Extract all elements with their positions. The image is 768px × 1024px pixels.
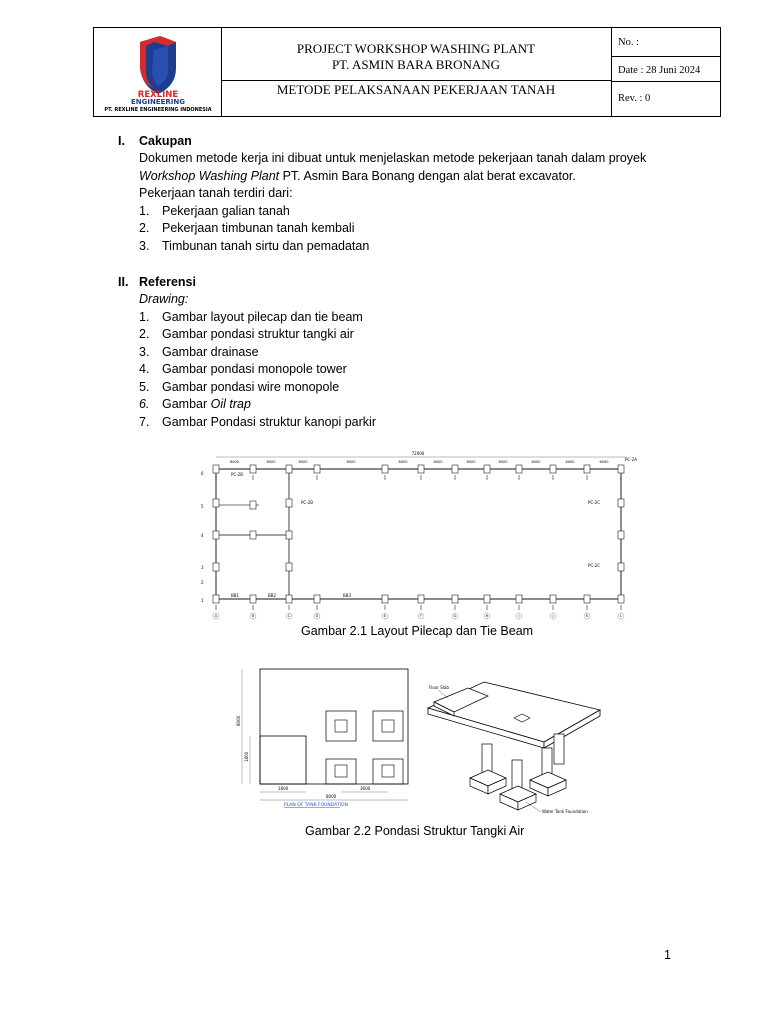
plan-dim-side: 8000 bbox=[236, 715, 241, 726]
pilecap bbox=[516, 595, 522, 603]
section-1-body bbox=[139, 150, 699, 255]
document-title: METODE PELAKSANAAN PEKERJAAN TANAH bbox=[276, 82, 556, 97]
grid-letter: C bbox=[287, 614, 291, 618]
pilecap-label: PC-2B bbox=[301, 500, 313, 505]
dimension-label: 6000 bbox=[230, 460, 239, 464]
pilecap-label: PC-2C bbox=[588, 563, 600, 568]
list-item: 4. Gambar pondasi monopole tower bbox=[139, 362, 347, 376]
pilecap bbox=[516, 465, 522, 473]
pilecap bbox=[584, 465, 590, 473]
project-line-2: PT. ASMIN BARA BRONANG bbox=[331, 57, 501, 72]
section-1-paragraph-3: Pekerjaan tanah terdiri dari: bbox=[139, 186, 293, 200]
dimension-label: 6000 bbox=[531, 460, 541, 464]
logo-text-rexline: REXLINE bbox=[137, 90, 179, 100]
drawing-subtitle: Drawing: bbox=[139, 292, 189, 306]
section-2-number: II. bbox=[118, 275, 129, 289]
project-name-italic: Workshop Washing Plant bbox=[139, 168, 280, 183]
rexline-logo-icon bbox=[94, 28, 221, 116]
grid-letter: B bbox=[251, 614, 255, 618]
iso-label-foundation: Water Tank Foundation bbox=[542, 809, 588, 814]
pilecap bbox=[484, 465, 490, 473]
dimension-label: 6000 bbox=[565, 460, 575, 464]
pilecap bbox=[618, 499, 624, 507]
beam-label: BB1 bbox=[231, 593, 240, 598]
pilecap bbox=[550, 465, 556, 473]
grid-letter: G bbox=[453, 614, 457, 618]
company-logo bbox=[94, 28, 222, 116]
grid-letter: E bbox=[383, 614, 387, 618]
section-2-body bbox=[139, 291, 699, 431]
grid-letter: A bbox=[214, 614, 218, 618]
list-item: 2. Gambar pondasi struktur tangki air bbox=[139, 327, 354, 341]
dimension-label: 6000 bbox=[398, 460, 408, 464]
dimension-label: 6000 bbox=[466, 460, 476, 464]
header-title-cell bbox=[221, 28, 612, 116]
header-meta-cell bbox=[611, 28, 720, 116]
plan-dim-inner: 1800 bbox=[244, 751, 249, 762]
pilecap bbox=[250, 531, 256, 539]
figure-1-caption: Gambar 2.1 Layout Pilecap dan Tie Beam bbox=[301, 624, 534, 638]
pilecap bbox=[213, 595, 219, 603]
project-name-rest: PT. Asmin Bara Bonang dengan alat berat excavator. bbox=[279, 168, 576, 183]
grid-number: 1 bbox=[201, 598, 204, 603]
grid-number: 5 bbox=[201, 504, 204, 509]
pilecap-layout-drawing bbox=[193, 449, 643, 621]
grid-number: 4 bbox=[201, 533, 204, 538]
dimension-label: 6000 bbox=[599, 460, 609, 464]
figure-2-caption: Gambar 2.2 Pondasi Struktur Tangki Air bbox=[305, 824, 525, 838]
pilecap-label: PC-2A bbox=[625, 457, 637, 462]
document-revision: Rev. : 0 bbox=[618, 93, 651, 104]
pilecap bbox=[250, 501, 256, 509]
document-header bbox=[93, 27, 721, 117]
pilecap bbox=[286, 563, 292, 571]
project-line-1: PROJECT WORKSHOP WASHING PLANT bbox=[296, 41, 536, 56]
grid-letter: F bbox=[419, 614, 423, 618]
plan-dim-bottom-1: 1800 bbox=[278, 786, 289, 791]
logo-text-engineering: ENGINEERING bbox=[130, 98, 186, 106]
section-1-paragraph-1: Dokumen metode kerja ini dibuat untuk menjelaskan metode pekerjaan tanah dalam proyek bbox=[139, 151, 647, 165]
grid-letter: D bbox=[315, 614, 319, 618]
pilecap bbox=[286, 531, 292, 539]
dimension-label: 6000 bbox=[298, 460, 308, 464]
tank-foundation-plan bbox=[236, 664, 426, 824]
pilecap bbox=[452, 465, 458, 473]
pilecap bbox=[213, 563, 219, 571]
pilecap bbox=[484, 595, 490, 603]
beam-label: BB2 bbox=[268, 593, 277, 598]
pilecap bbox=[550, 595, 556, 603]
document-date: Date : 28 Juni 2024 bbox=[611, 57, 720, 82]
total-dimension-label: 72000 bbox=[411, 451, 425, 456]
pilecap-label: PC-2B bbox=[231, 472, 243, 477]
pilecap bbox=[314, 595, 320, 603]
pilecap bbox=[213, 465, 219, 473]
plan-dim-bottom-2: 3600 bbox=[360, 786, 371, 791]
list-item: 7. Gambar Pondasi struktur kanopi parkir bbox=[139, 414, 376, 429]
dimension-label: 6000 bbox=[433, 460, 443, 464]
section-1-paragraph-2 bbox=[139, 168, 699, 186]
tank-foundation-isometric bbox=[426, 660, 606, 820]
section-2-title: Referensi bbox=[139, 275, 196, 289]
pilecap bbox=[213, 499, 219, 507]
section-1-number: I. bbox=[118, 134, 125, 148]
pilecap bbox=[418, 465, 424, 473]
project-title bbox=[221, 28, 611, 81]
grid-letter: H bbox=[485, 614, 489, 618]
plan-title: PLAN OF TANK FOUNDATION bbox=[284, 803, 348, 808]
pilecap bbox=[618, 531, 624, 539]
pilecap-label: PC-2C bbox=[588, 500, 600, 505]
list-item: 6. Gambar Oil trap bbox=[139, 397, 251, 411]
pilecap bbox=[213, 531, 219, 539]
dimension-label: 6000 bbox=[346, 460, 356, 464]
dimension-label: 6000 bbox=[266, 460, 276, 464]
pilecap bbox=[452, 595, 458, 603]
pilecap bbox=[250, 465, 256, 473]
pilecap bbox=[618, 563, 624, 571]
grid-letter: L bbox=[620, 614, 622, 618]
page-number: 1 bbox=[664, 948, 671, 962]
pilecap bbox=[286, 499, 292, 507]
list-item: 5. Gambar pondasi wire monopole bbox=[139, 379, 340, 394]
dimension-label: 6000 bbox=[498, 460, 508, 464]
list-item: 2. Pekerjaan timbunan tanah kembali bbox=[139, 221, 355, 235]
beam-label: BB3 bbox=[343, 593, 352, 598]
list-item: 3. Gambar drainase bbox=[139, 344, 259, 359]
plan-dim-total: 8000 bbox=[326, 794, 337, 799]
document-number: No. : bbox=[611, 28, 720, 57]
section-1-title: Cakupan bbox=[139, 134, 192, 148]
list-item: 3. Timbunan tanah sirtu dan pemadatan bbox=[139, 238, 370, 253]
pilecap bbox=[618, 465, 624, 473]
grid-letter: K bbox=[585, 614, 589, 618]
pilecap bbox=[382, 465, 388, 473]
pilecap bbox=[286, 595, 292, 603]
list-item: 1. Pekerjaan galian tanah bbox=[139, 203, 290, 218]
grid-number: 3 bbox=[201, 565, 204, 570]
pilecap bbox=[250, 595, 256, 603]
list-item: 1. Gambar layout pilecap dan tie beam bbox=[139, 309, 363, 324]
logo-company-name: PT. REXLINE ENGINEERING INDONESIA bbox=[104, 107, 212, 113]
pilecap bbox=[584, 595, 590, 603]
pilecap bbox=[618, 595, 624, 603]
grid-number: 6 bbox=[201, 471, 204, 476]
grid-number: 2 bbox=[201, 580, 204, 585]
pilecap bbox=[382, 595, 388, 603]
pilecap bbox=[314, 465, 320, 473]
grid-letter: J bbox=[552, 614, 554, 618]
pilecap bbox=[418, 595, 424, 603]
pilecap bbox=[286, 465, 292, 473]
grid-letter: I bbox=[518, 614, 520, 618]
iso-label-floor-slab: Floor Slab bbox=[429, 685, 449, 690]
